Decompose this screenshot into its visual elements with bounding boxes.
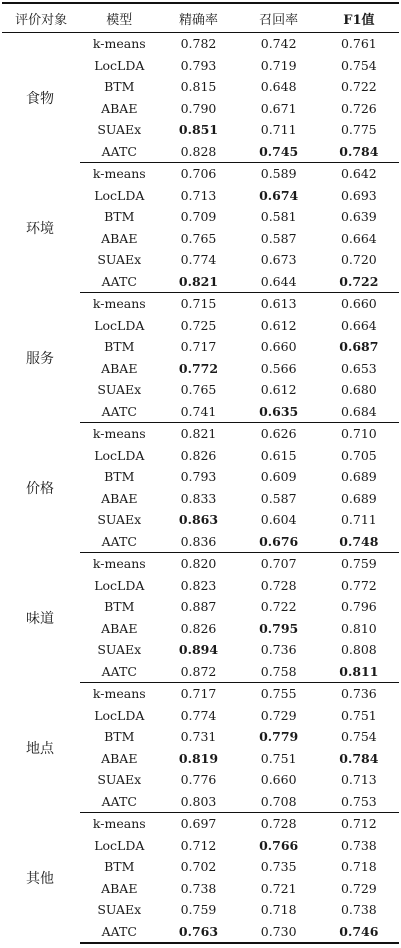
header-model: 模型	[80, 3, 158, 33]
precision-value: 0.738	[180, 880, 217, 896]
model-name: ABAE	[101, 620, 138, 636]
model-name: k-means	[92, 166, 146, 182]
f1-value: 0.759	[340, 556, 377, 572]
model-name: ABAE	[101, 880, 138, 896]
recall-value: 0.718	[260, 902, 297, 918]
precision-value: 0.759	[180, 902, 217, 918]
recall-value: 0.721	[260, 880, 297, 896]
recall-value: 0.612	[260, 382, 297, 398]
recall-value: 0.730	[239, 921, 319, 944]
model-name: BTM	[104, 599, 135, 615]
object-label: 价格	[26, 480, 54, 497]
recall-value: 0.587	[260, 490, 297, 506]
f1-value: 0.775	[340, 122, 377, 138]
f1-value: 0.810	[340, 620, 377, 636]
recall-value: 0.735	[260, 859, 297, 875]
precision-value: 0.821	[180, 426, 217, 442]
f1-value: 0.664	[340, 317, 377, 333]
precision-value: 0.793	[180, 57, 217, 73]
precision-value: 0.772	[178, 360, 219, 376]
precision-value: 0.731	[180, 729, 217, 745]
model-name: k-means	[92, 426, 146, 442]
table-row	[2, 163, 399, 185]
model-name: LocLDA	[94, 837, 145, 853]
precision-value: 0.821	[158, 271, 238, 293]
object-label: 地点	[26, 740, 54, 757]
f1-value: 0.722	[319, 271, 399, 293]
recall-value: 0.707	[260, 556, 297, 572]
object-label: 食物	[26, 90, 54, 107]
f1-value: 0.738	[340, 902, 377, 918]
header-precision: 精确率	[158, 3, 238, 33]
object-label: 服务	[26, 350, 54, 367]
f1-value: 0.705	[340, 447, 377, 463]
table-row	[2, 293, 399, 315]
model-name: k-means	[92, 36, 146, 52]
precision-value: 0.793	[180, 469, 217, 485]
recall-value: 0.722	[260, 599, 297, 615]
f1-value: 0.784	[339, 750, 379, 766]
recall-value: 0.711	[260, 122, 297, 138]
f1-value: 0.684	[319, 401, 399, 423]
f1-value: 0.639	[340, 209, 377, 225]
model-name: BTM	[104, 859, 135, 875]
model-name: BTM	[104, 469, 135, 485]
object-label: 其他	[26, 870, 54, 887]
f1-value: 0.720	[340, 252, 377, 268]
f1-value: 0.746	[319, 921, 399, 944]
precision-value: 0.826	[180, 620, 217, 636]
f1-value: 0.660	[340, 296, 377, 312]
model-name: LocLDA	[94, 447, 145, 463]
f1-value: 0.754	[340, 57, 377, 73]
f1-value: 0.729	[340, 880, 377, 896]
recall-value: 0.615	[260, 447, 297, 463]
f1-value: 0.796	[340, 599, 377, 615]
model-name: LocLDA	[94, 317, 145, 333]
precision-value: 0.894	[178, 642, 219, 658]
table-row	[2, 33, 399, 55]
recall-value: 0.719	[260, 57, 297, 73]
recall-value: 0.671	[260, 100, 297, 116]
table-body	[2, 33, 399, 944]
model-name: LocLDA	[94, 187, 145, 203]
recall-value: 0.626	[260, 426, 297, 442]
f1-value: 0.710	[340, 426, 377, 442]
precision-value: 0.833	[180, 490, 217, 506]
model-name: SUAEx	[97, 772, 142, 788]
header-f1: F1值	[319, 3, 399, 33]
f1-value: 0.653	[340, 360, 377, 376]
recall-value: 0.729	[260, 707, 297, 723]
f1-value: 0.761	[340, 36, 377, 52]
model-name: SUAEx	[97, 382, 142, 398]
f1-value: 0.736	[340, 686, 377, 702]
precision-value: 0.765	[180, 382, 217, 398]
precision-value: 0.828	[158, 141, 238, 163]
precision-value: 0.820	[180, 556, 217, 572]
f1-value: 0.753	[319, 791, 399, 813]
recall-value: 0.566	[260, 360, 297, 376]
table-row	[2, 813, 399, 835]
f1-value: 0.711	[340, 512, 377, 528]
precision-value: 0.776	[180, 772, 217, 788]
precision-value: 0.712	[180, 837, 217, 853]
table-row	[2, 553, 399, 575]
model-name: SUAEx	[97, 252, 142, 268]
recall-value: 0.708	[239, 791, 319, 813]
precision-value: 0.826	[180, 447, 217, 463]
model-name: AATC	[80, 401, 158, 423]
f1-value: 0.689	[340, 490, 377, 506]
precision-value: 0.717	[180, 686, 217, 702]
precision-value: 0.872	[158, 661, 238, 683]
recall-value: 0.676	[239, 531, 319, 553]
precision-value: 0.819	[178, 750, 219, 766]
f1-value: 0.722	[340, 79, 377, 95]
model-name: ABAE	[101, 100, 138, 116]
recall-value: 0.766	[259, 837, 299, 853]
model-name: AATC	[80, 791, 158, 813]
model-name: BTM	[104, 79, 135, 95]
precision-value: 0.713	[180, 187, 217, 203]
precision-value: 0.763	[158, 921, 238, 944]
f1-value: 0.808	[340, 642, 377, 658]
model-name: ABAE	[101, 750, 138, 766]
precision-value: 0.717	[180, 339, 217, 355]
model-name: ABAE	[101, 230, 138, 246]
recall-value: 0.795	[259, 620, 299, 636]
recall-value: 0.609	[260, 469, 297, 485]
model-name: k-means	[92, 686, 146, 702]
model-name: AATC	[80, 141, 158, 163]
model-name: AATC	[80, 531, 158, 553]
precision-value: 0.709	[180, 209, 217, 225]
f1-value: 0.718	[340, 859, 377, 875]
recall-value: 0.779	[259, 729, 299, 745]
f1-value: 0.811	[319, 661, 399, 683]
f1-value: 0.689	[340, 469, 377, 485]
model-name: SUAEx	[97, 902, 142, 918]
f1-value: 0.772	[340, 577, 377, 593]
precision-value: 0.725	[180, 317, 217, 333]
table-row	[2, 683, 399, 705]
model-name: ABAE	[101, 490, 138, 506]
model-name: SUAEx	[97, 642, 142, 658]
header-row	[2, 3, 399, 33]
precision-value: 0.823	[180, 577, 217, 593]
model-name: AATC	[80, 921, 158, 944]
f1-value: 0.784	[319, 141, 399, 163]
model-name: LocLDA	[94, 707, 145, 723]
recall-value: 0.742	[260, 36, 297, 52]
precision-value: 0.697	[180, 816, 217, 832]
recall-value: 0.758	[239, 661, 319, 683]
precision-value: 0.863	[178, 512, 219, 528]
precision-value: 0.741	[158, 401, 238, 423]
precision-value: 0.702	[180, 859, 217, 875]
recall-value: 0.755	[260, 686, 297, 702]
f1-value: 0.751	[340, 707, 377, 723]
precision-value: 0.715	[180, 296, 217, 312]
precision-value: 0.815	[180, 79, 217, 95]
table-header	[2, 3, 399, 33]
recall-value: 0.581	[260, 209, 297, 225]
recall-value: 0.660	[260, 772, 297, 788]
precision-value: 0.887	[180, 599, 217, 615]
model-name: k-means	[92, 556, 146, 572]
model-name: BTM	[104, 209, 135, 225]
model-name: LocLDA	[94, 577, 145, 593]
recall-value: 0.613	[260, 296, 297, 312]
f1-value: 0.664	[340, 230, 377, 246]
recall-value: 0.660	[260, 339, 297, 355]
f1-value: 0.754	[340, 729, 377, 745]
model-name: SUAEx	[97, 122, 142, 138]
recall-value: 0.674	[259, 187, 299, 203]
recall-value: 0.745	[239, 141, 319, 163]
precision-value: 0.774	[180, 707, 217, 723]
recall-value: 0.604	[260, 512, 297, 528]
precision-value: 0.774	[180, 252, 217, 268]
table-row	[2, 423, 399, 445]
model-name: BTM	[104, 339, 135, 355]
recall-value: 0.728	[260, 816, 297, 832]
precision-value: 0.851	[178, 122, 219, 138]
recall-value: 0.648	[260, 79, 297, 95]
f1-value: 0.712	[340, 816, 377, 832]
header-object: 评价对象	[2, 3, 80, 33]
recall-value: 0.728	[260, 577, 297, 593]
f1-value: 0.748	[319, 531, 399, 553]
object-label: 环境	[26, 220, 54, 237]
recall-value: 0.635	[239, 401, 319, 423]
model-name: LocLDA	[94, 57, 145, 73]
f1-value: 0.687	[339, 339, 379, 355]
model-name: BTM	[104, 729, 135, 745]
results-table	[2, 2, 399, 944]
f1-value: 0.738	[340, 837, 377, 853]
f1-value: 0.642	[340, 166, 377, 182]
recall-value: 0.736	[260, 642, 297, 658]
recall-value: 0.612	[260, 317, 297, 333]
recall-value: 0.673	[260, 252, 297, 268]
f1-value: 0.713	[340, 772, 377, 788]
f1-value: 0.693	[340, 187, 377, 203]
model-name: AATC	[80, 661, 158, 683]
model-name: SUAEx	[97, 512, 142, 528]
f1-value: 0.680	[340, 382, 377, 398]
precision-value: 0.836	[158, 531, 238, 553]
header-recall: 召回率	[239, 3, 319, 33]
precision-value: 0.706	[180, 166, 217, 182]
recall-value: 0.644	[239, 271, 319, 293]
model-name: k-means	[92, 816, 146, 832]
precision-value: 0.790	[180, 100, 217, 116]
precision-value: 0.765	[180, 230, 217, 246]
model-name: ABAE	[101, 360, 138, 376]
recall-value: 0.589	[260, 166, 297, 182]
recall-value: 0.751	[260, 750, 297, 766]
f1-value: 0.726	[340, 100, 377, 116]
object-label: 味道	[26, 610, 54, 627]
precision-value: 0.803	[158, 791, 238, 813]
recall-value: 0.587	[260, 230, 297, 246]
precision-value: 0.782	[180, 36, 217, 52]
model-name: AATC	[80, 271, 158, 293]
model-name: k-means	[92, 296, 146, 312]
